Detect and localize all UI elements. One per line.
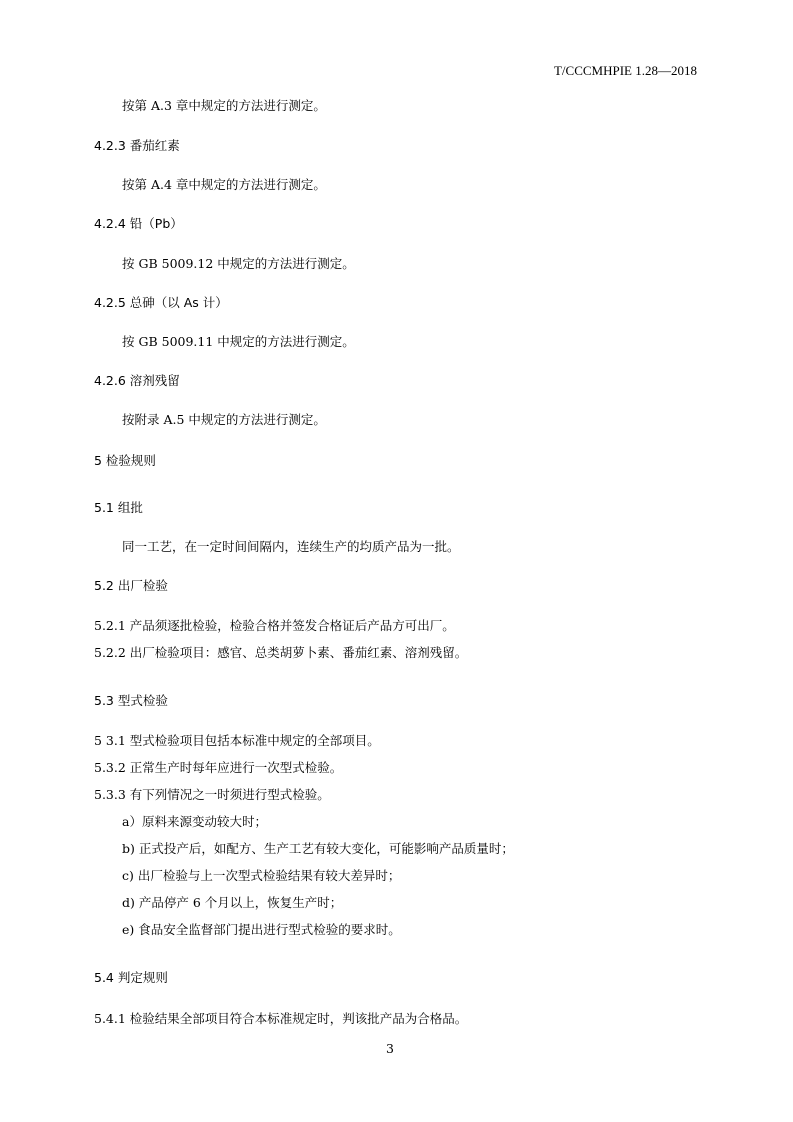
clause-heading-4-2-5: 4.2.5 总砷（以 As 计）	[94, 295, 228, 310]
page-number: 3	[386, 1041, 394, 1056]
body-text: 按第 A.4 章中规定的方法进行测定。	[122, 177, 326, 192]
clause-5-3-3: 5.3.3 有下列情况之一时须进行型式检验。	[94, 787, 330, 802]
body-text: 按 GB 5009.12 中规定的方法进行测定。	[122, 256, 355, 271]
body-text: 按 GB 5009.11 中规定的方法进行测定。	[122, 334, 355, 349]
clause-heading-5-2: 5.2 出厂检验	[94, 578, 168, 593]
clause-heading-4-2-4: 4.2.4 铅（Pb）	[94, 216, 183, 231]
chapter-heading-5: 5 检验规则	[94, 453, 156, 468]
clause-5-2-2: 5.2.2 出厂检验项目：感官、总类胡萝卜素、番茄红素、溶剂残留。	[94, 645, 468, 660]
standard-number: T/CCCMHPIE 1.28—2018	[553, 63, 697, 78]
clause-heading-5-1: 5.1 组批	[94, 500, 143, 515]
clause-heading-5-4: 5.4 判定规则	[94, 970, 168, 985]
clause-heading-5-3: 5.3 型式检验	[94, 693, 168, 708]
list-item-d: d) 产品停产 6 个月以上，恢复生产时；	[122, 895, 343, 910]
clause-heading-4-2-6: 4.2.6 溶剂残留	[94, 373, 180, 388]
list-item-e: e) 食品安全监督部门提出进行型式检验的要求时。	[122, 922, 401, 937]
clause-heading-4-2-3: 4.2.3 番茄红素	[94, 138, 180, 153]
list-item-b: b) 正式投产后，如配方、生产工艺有较大变化，可能影响产品质量时；	[122, 841, 514, 856]
clause-5-4-1: 5.4.1 检验结果全部项目符合本标准规定时，判该批产品为合格品。	[94, 1011, 468, 1026]
clause-5-3-2: 5.3.2 正常生产时每年应进行一次型式检验。	[94, 760, 343, 775]
clause-5-3-1: 5 3.1 型式检验项目包括本标准中规定的全部项目。	[94, 733, 380, 748]
clause-5-2-1: 5.2.1 产品须逐批检验，检验合格并签发合格证后产品方可出厂。	[94, 618, 455, 633]
body-text: 按附录 A.5 中规定的方法进行测定。	[122, 412, 326, 427]
body-text: 同一工艺，在一定时间间隔内，连续生产的均质产品为一批。	[122, 539, 460, 554]
list-item-c: c) 出厂检验与上一次型式检验结果有较大差异时；	[122, 868, 401, 883]
body-text: 按第 A.3 章中规定的方法进行测定。	[122, 98, 326, 113]
list-item-a: a）原料来源变动较大时；	[122, 814, 267, 829]
